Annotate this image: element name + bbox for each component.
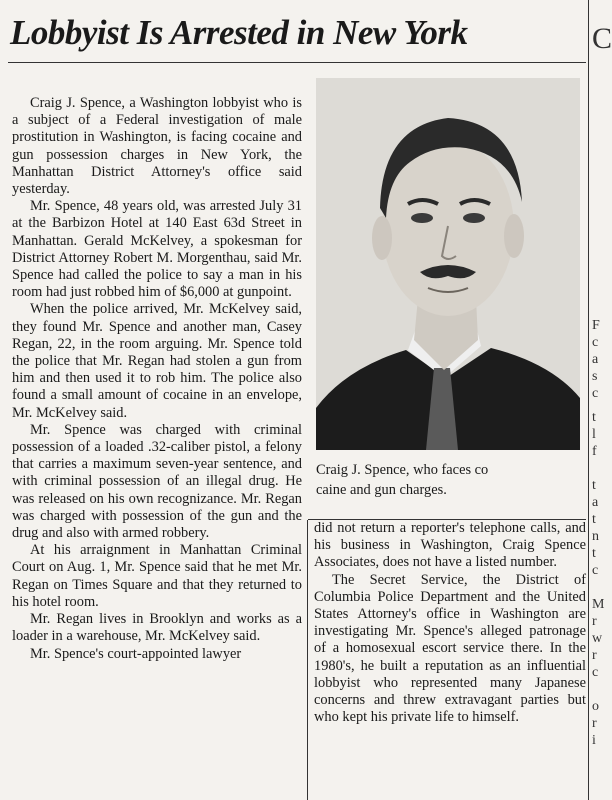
column-border-right <box>588 0 589 800</box>
paragraph: When the police arrived, Mr. McKelvey said, they found Mr. Spence and another man, Casey Regan, 22, in the room arguing. Mr. Spence told the police that Mr. Regan had stolen a gun from him and then used it to rob him. The police also found a small amount of cocaine in an envelope, Mr. McKelvey said. <box>12 301 302 421</box>
adjacent-article-fragment: c <box>592 563 599 578</box>
adjacent-article-fragment: a <box>592 495 599 510</box>
column-divider <box>307 520 308 800</box>
paragraph: Craig J. Spence, a Washington lobbyist who is a subject of a Federal investigation of male prostitution in Washington, is facing cocaine and gun possession charges in New York, the Manhattan District Attorney's office said yesterday. <box>12 95 302 198</box>
adjacent-article-fragment: F <box>592 318 600 333</box>
paragraph: Mr. Spence's court-appointed lawyer <box>30 645 242 662</box>
paragraph: Mr. Spence was charged with criminal possession of a loaded .32-caliber pistol, a felony that carries a maximum seven-year sentence, and with criminal possession of an illegal drug. He was released on his own recognizance. Mr. Regan was charged with possession of the gun and the drug and also with armed robbery. <box>12 421 302 542</box>
article-left-column <box>12 95 302 663</box>
adjacent-article-fragment: r <box>592 648 597 663</box>
adjacent-article-fragment: i <box>592 733 596 748</box>
paragraph: Mr. Regan lives in Brooklyn and works as a loader in a warehouse, Mr. McKelvey said. <box>12 611 302 645</box>
adjacent-article-fragment: c <box>592 386 599 401</box>
portrait-photo <box>316 78 580 450</box>
headline: Lobbyist Is Arrested in New York <box>10 13 468 52</box>
article-right-column <box>314 520 586 726</box>
adjacent-article-fragment: l <box>592 427 596 442</box>
adjacent-article-fragment: a <box>592 352 599 367</box>
adjacent-article-fragment: w <box>592 631 603 646</box>
paragraph: At his arraignment in Manhattan Criminal Court on Aug. 1, Mr. Spence said that he met Mr. Regan on Times Square and that they returned to his hotel room. <box>12 542 302 610</box>
portrait-image <box>316 78 580 450</box>
adjacent-article-fragment: t <box>592 546 596 561</box>
adjacent-article-fragment: f <box>592 444 597 459</box>
headline-rule <box>8 62 586 63</box>
adjacent-article-fragment: M <box>592 597 605 612</box>
adjacent-article-fragment: s <box>592 369 598 384</box>
adjacent-article-fragment: t <box>592 512 596 527</box>
photo-caption <box>316 460 584 500</box>
paragraph: Mr. Spence, 48 years old, was arrested July 31 at the Barbizon Hotel at 140 East 63d Street in Manhattan. Gerald McKelvey, a spokesman for District Attorney Robert M. Morgenthau, said Mr. Spence had called the police to say a man in his room had just robbed him of $6,000 at gunpoint. <box>12 198 302 301</box>
adjacent-article-fragment: c <box>592 665 599 680</box>
adjacent-article-fragment: o <box>592 699 599 714</box>
adjacent-article-fragment: C <box>592 22 612 55</box>
paragraph: did not return a reporter's telephone calls, and his business in Washington, Craig Spence Associates, does not have a listed number. <box>314 520 586 571</box>
adjacent-article-fragment: c <box>592 335 599 350</box>
adjacent-article-fragment: r <box>592 614 597 629</box>
caption-line: Craig J. Spence, who faces co <box>316 462 489 478</box>
paragraph: The Secret Service, the District of Columbia Police Department and the United States Attorney's office in Washington are investigating Mr. Spence's alleged patronage of a homosexual escort service there. In the 1980's, he built a reputation as an influential lobbyist who represented many Japanese concerns and threw extravagant parties but who kept his private life to himself. <box>314 571 586 726</box>
adjacent-article-fragment: r <box>592 716 597 731</box>
adjacent-article-fragment: t <box>592 478 596 493</box>
adjacent-article-fragment: n <box>592 529 599 544</box>
caption-line: caine and gun charges. <box>316 482 447 498</box>
adjacent-article-fragment: t <box>592 410 596 425</box>
